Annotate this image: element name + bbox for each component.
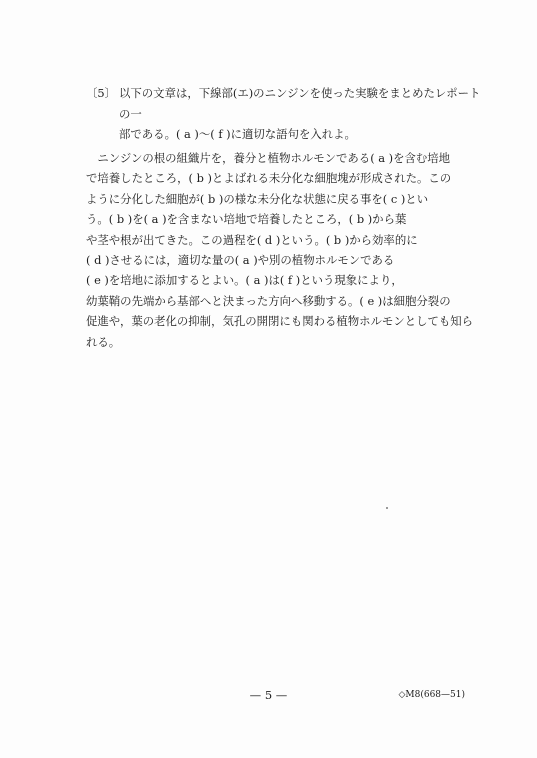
passage-line: ニンジンの根の組織片を，養分と植物ホルモンである( a )を含む培地 <box>86 151 451 165</box>
question-5 <box>86 83 486 145</box>
exam-code: ◇M8(668—51) <box>398 690 465 700</box>
passage-line: ( e )を培地に添加するとよい。( a )は( f )という現象により， <box>86 273 403 288</box>
question-instruction-row-2 <box>86 124 486 145</box>
question-indent <box>86 124 119 145</box>
question-number: 〔5〕 <box>86 86 117 100</box>
report-passage <box>86 148 478 352</box>
passage-line: う。( b )を( a )を含まない培地で培養したところ，( b )から葉 <box>86 212 407 227</box>
passage-line: 幼葉鞘の先端から基部へと決まった方向へ移動する。( e )は細胞分裂の <box>86 293 451 308</box>
passage-line: ように分化した細胞が( b )の様な未分化な状態に戻る事を( c )とい <box>86 191 429 206</box>
passage-line: や茎や根が出てきた。この過程を( d )という。( b )から効率的に <box>86 232 418 247</box>
page-number: — 5 — <box>249 688 288 702</box>
passage-line: ( d )させるには，適切な量の( a )や別の植物ホルモンである <box>86 252 395 267</box>
question-instruction-line-1: 以下の文章は，下線部(エ)のニンジンを使った実験をまとめたレポートの一 <box>119 86 481 121</box>
question-header <box>86 83 486 124</box>
print-speck <box>386 507 388 509</box>
passage-line: れる。 <box>86 334 121 349</box>
passage-line: 促進や，葉の老化の抑制，気孔の開閉にも関わる植物ホルモンとしても知ら <box>86 314 474 329</box>
question-instruction-line-2: 部である。( a )〜( f )に適切な語句を入れよ。 <box>119 127 356 141</box>
passage-line: で培養したところ，( b )とよばれる未分化な細胞塊が形成された。この <box>86 171 452 186</box>
